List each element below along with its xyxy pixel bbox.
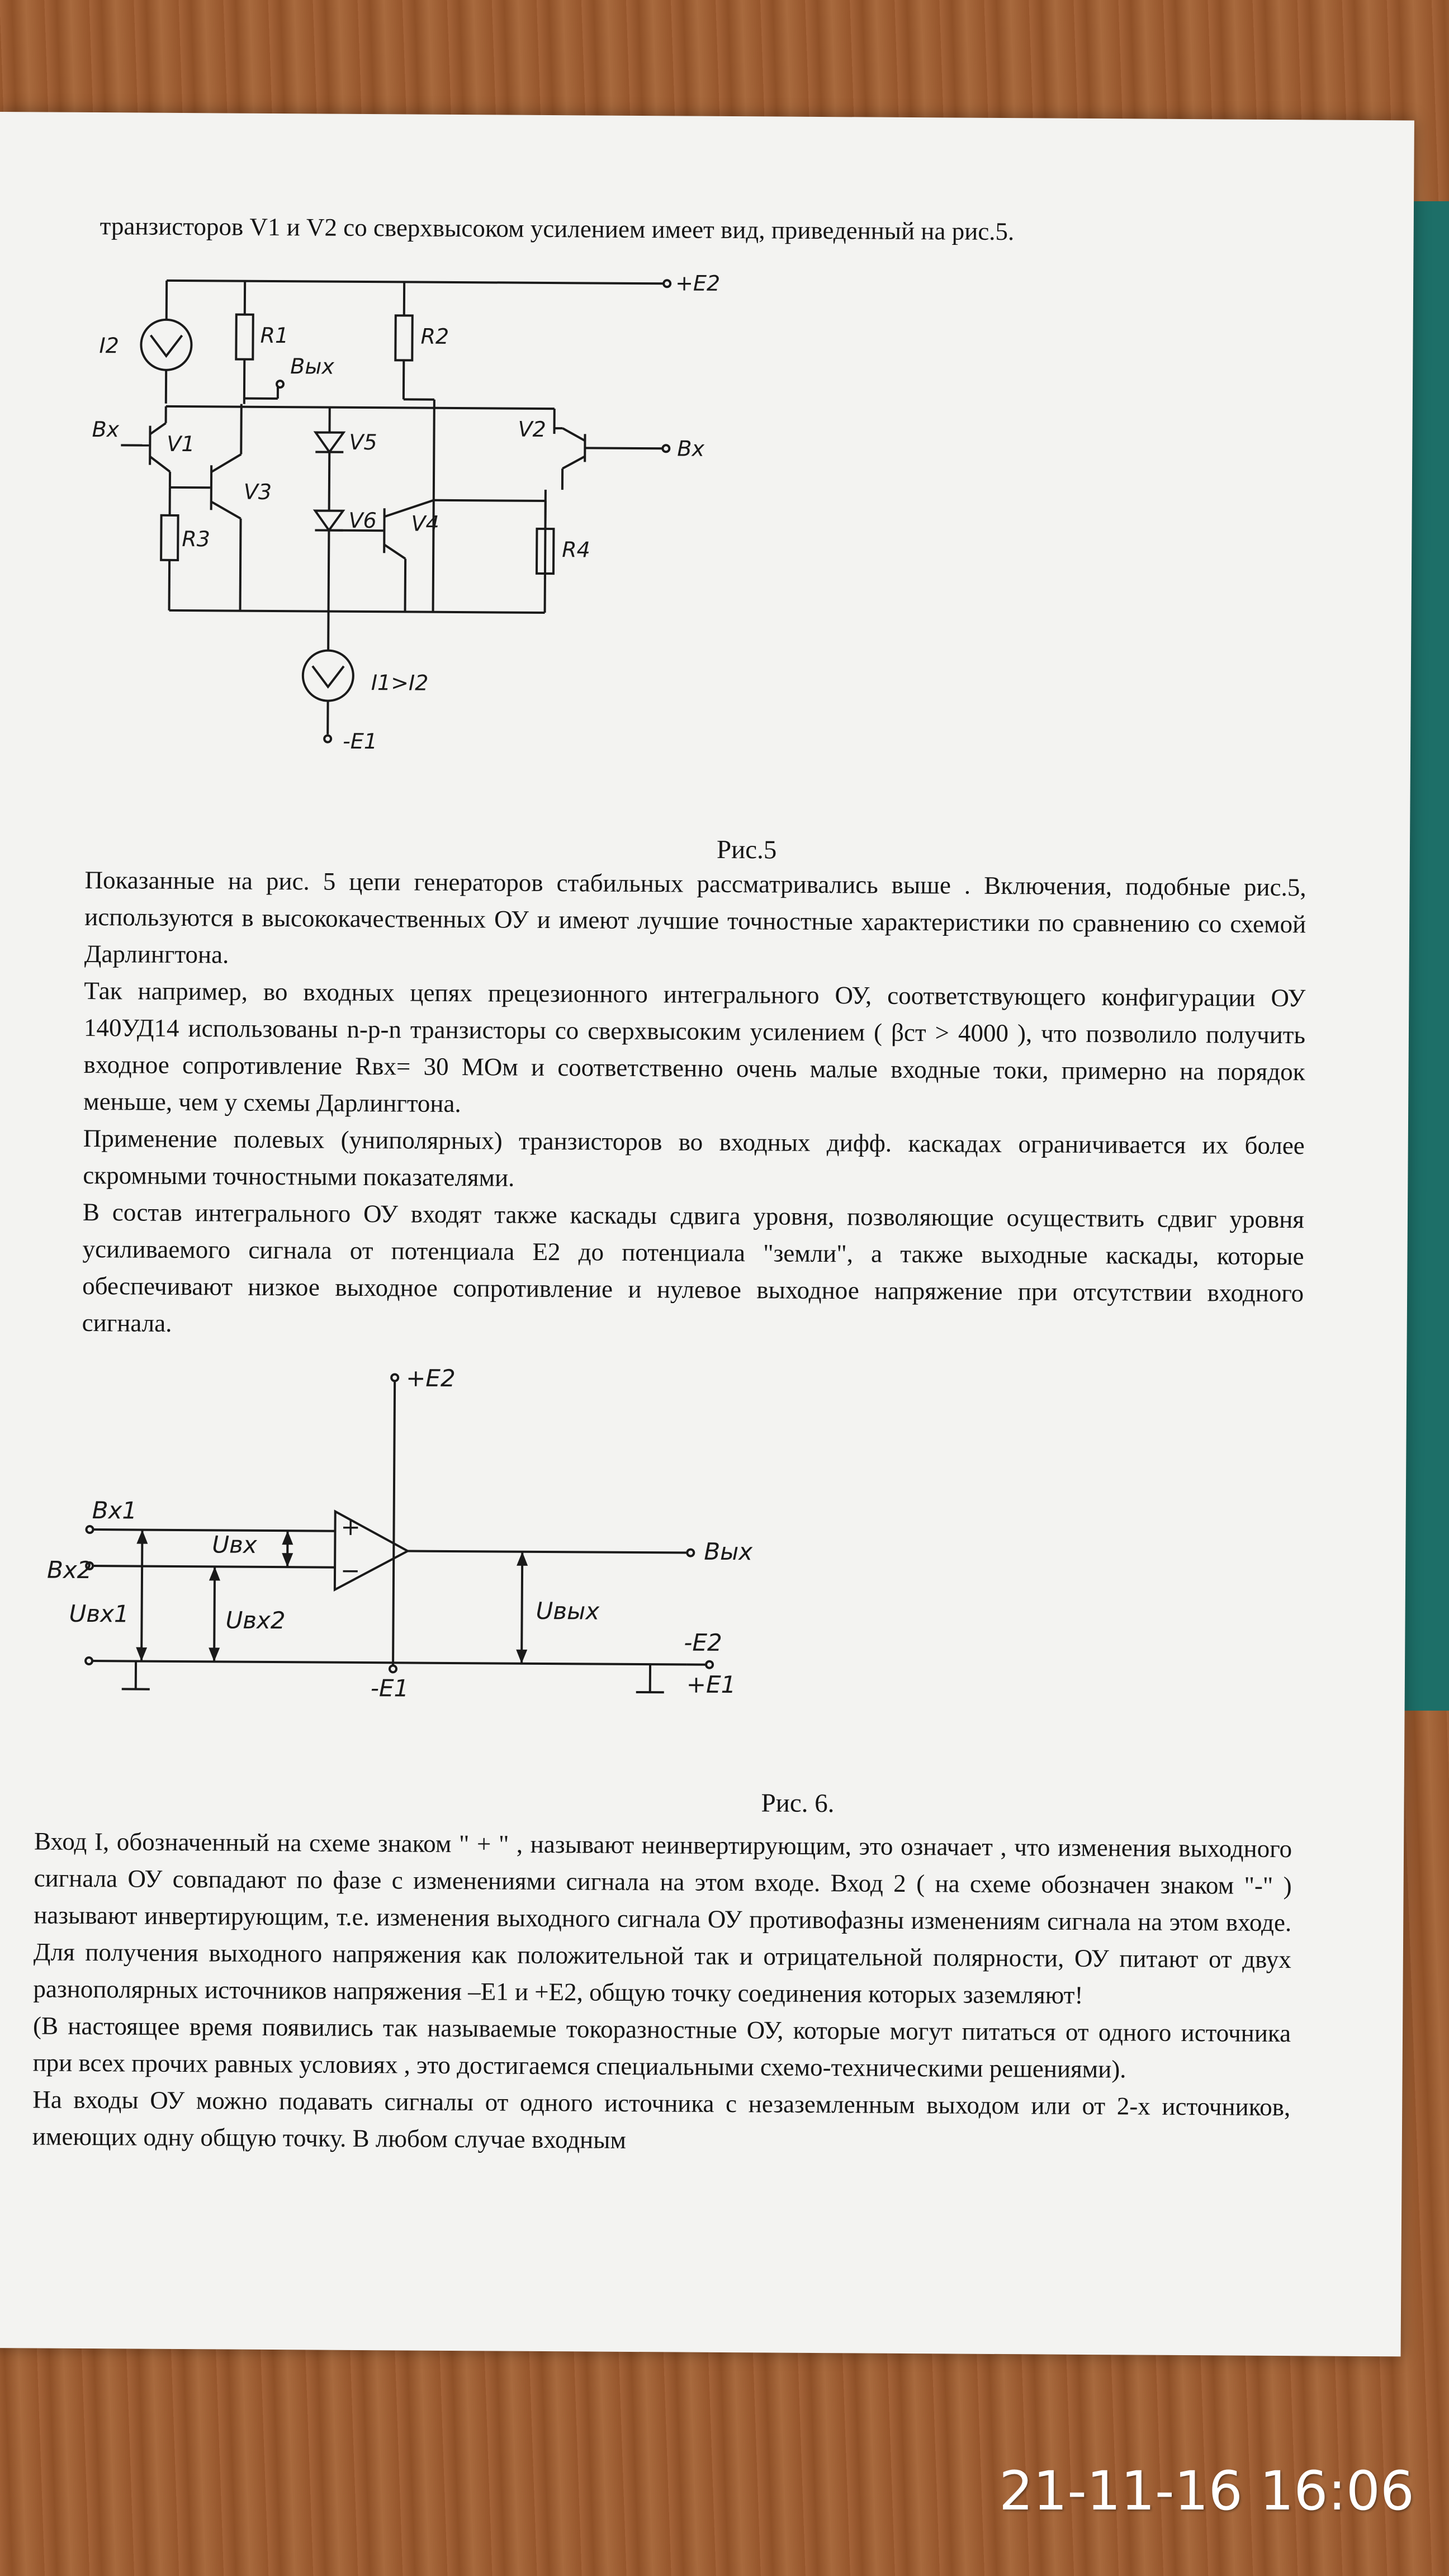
- fig6-label-plus: +: [340, 1513, 361, 1541]
- fig5-label-v3: V3: [243, 479, 272, 504]
- fig6-label-e1-bottom: -E1: [370, 1674, 409, 1702]
- fig6-label-uvx2: Uвх2: [225, 1606, 286, 1635]
- fig5-label-v1: V1: [167, 431, 195, 457]
- fig6-label-out: Вых: [704, 1537, 753, 1566]
- paragraph-block-1: [82, 861, 1306, 1348]
- fig5-label-e1: -E1: [343, 728, 378, 754]
- fig5-label-v5: V5: [349, 429, 377, 455]
- figure-5-caption: Рис.5: [716, 835, 777, 865]
- fig5-label-v6: V6: [348, 508, 377, 533]
- paragraph-7: На входы ОУ можно подавать сигналы от одного источника с незаземленным выходом или от 2-х источников, имеющих одну общую точку. В любом случае входным: [32, 2085, 1291, 2154]
- fig6-label-minus: −: [340, 1556, 361, 1584]
- fig6-label-uvx1: Uвх1: [69, 1599, 129, 1628]
- fig5-label-vin-right: Вх: [677, 436, 705, 461]
- fig6-label-e2-top: +E2: [406, 1364, 456, 1393]
- fig5-label-r1: R1: [260, 323, 289, 348]
- paragraph-1: Показанные на рис. 5 цепи генераторов стабильных рассматривались выше . Включения, подобные рис.5, используются в высококачественных ОУ и имеют лучшие точностные характеристики по сравнению со схемой Дарлингтона.: [84, 865, 1306, 969]
- fig5-label-r2: R2: [420, 324, 449, 349]
- photo-timestamp: 21-11-16 16:06: [999, 2460, 1414, 2522]
- fig5-label-current-relation: I1>I2: [371, 670, 429, 695]
- fig5-label-vin-left: Вх: [92, 417, 120, 442]
- fig5-label-e2: +E2: [675, 271, 721, 296]
- paragraph-block-2: [32, 1822, 1292, 2162]
- paragraph-2: Так например, во входных цепях прецезионного интегрального ОУ, соответствующего конфигурации ОУ 140УД14 использованы n-p-n транзисторы со сверхвысоким усилением ( βст > 4000 ), что позволило получить входное сопротивление Rвх= 30 МОм и соответственно очень малые входные токи, примерно на порядок меньше, чем у схемы Дарлингтона.: [83, 976, 1306, 1118]
- fig5-label-vout: Вых: [290, 354, 334, 379]
- paragraph-6: (В настоящее время появились так называемые токоразностные ОУ, которые могут питаться от одного источника при всех прочих равных условиях , это достигаемся специальными схемо-техническими решениями).: [32, 2011, 1291, 2083]
- fig6-label-uvyx: Uвых: [536, 1597, 600, 1625]
- fig6-label-in1: Вх1: [92, 1497, 138, 1524]
- fig5-label-r3: R3: [182, 527, 211, 552]
- fig5-label-r4: R4: [562, 537, 590, 562]
- document-page: [0, 112, 1414, 2356]
- fig5-label-v4: V4: [411, 511, 439, 536]
- figure-6-schematic: [34, 1358, 820, 1811]
- paragraph-0: транзисторов V1 и V2 со сверхвысоком усилением имеет вид, приведенный на рис.5.: [100, 212, 1015, 246]
- paragraph-5: Вход I, обозначенный на схеме знаком " + " , называют неинвертирующим, это означает , что изменения выходного сигнала ОУ совпадают по фазе с изменениями сигнала на этом входе. Вход 2 ( на схеме обозначен знаком "-" ) называют инвертирующим, т.е. изменения выходного сигнала ОУ противофазны изменениям сигнала на этом входе. Для получения выходного напряжения как положительной так и отрицательной полярности, ОУ питают от двух разнополярных источников напряжения –E1 и +E2, общую точку соединения которых заземляют!: [33, 1827, 1292, 2009]
- figure-6-caption: Рис. 6.: [761, 1788, 835, 1819]
- fig6-label-uvx: Uвх: [212, 1531, 257, 1559]
- fig6-label-e1-right: +E1: [686, 1670, 736, 1699]
- fig6-label-in2: Вх2: [46, 1556, 92, 1584]
- paragraph-intro: [100, 207, 1313, 252]
- fig5-label-i2: I2: [99, 333, 119, 358]
- fig5-label-v2: V2: [518, 416, 546, 442]
- paragraph-4: В состав интегрального ОУ входят также каскады сдвига уровня, позволяющие осуществить сдвиг уровня усиливаемого сигнала от потенциала E2 до потенциала "земли", а также выходные каскады, которые обеспечивают низкое выходное сопротивление и нулевое выходное напряжение при отсутствии входного сигнала.: [82, 1197, 1305, 1337]
- fig6-label-e2-right: -E2: [684, 1628, 722, 1656]
- paragraph-3: Применение полевых (униполярных) транзисторов во входных дифф. каскадах ограничивается их более скромными точностными показателями.: [83, 1124, 1305, 1192]
